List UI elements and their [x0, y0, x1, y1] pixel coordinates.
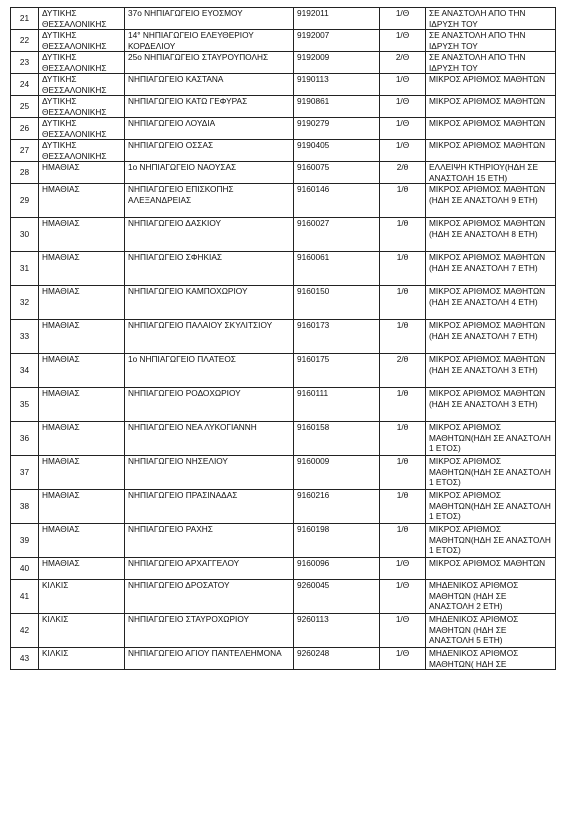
school-type-cell: 1/θ [380, 218, 426, 252]
reason-cell: ΜΙΚΡΟΣ ΑΡΙΘΜΟΣ ΜΑΘΗΤΩΝ (ΗΔΗ ΣΕ ΑΝΑΣΤΟΛΗ 8 ΕΤΗ) [426, 218, 556, 252]
school-type-cell: 1/Θ [380, 74, 426, 96]
school-type-cell: 1/Θ [380, 580, 426, 614]
school-type-cell: 1/Θ [380, 30, 426, 52]
row-number: 42 [11, 614, 39, 648]
school-name-cell: ΝΗΠΙΑΓΩΓΕΙΟ ΑΓΙΟΥ ΠΑΝΤΕΛΕΗΜΟΝΑ [125, 648, 294, 670]
table-row [11, 558, 556, 580]
school-name-cell: 1ο ΝΗΠΙΑΓΩΓΕΙΟ ΝΑΟΥΣΑΣ [125, 162, 294, 184]
school-code-cell: 9160009 [294, 456, 380, 490]
school-type-cell: 1/Θ [380, 118, 426, 140]
reason-cell: ΜΙΚΡΟΣ ΑΡΙΘΜΟΣ ΜΑΘΗΤΩΝ (ΗΔΗ ΣΕ ΑΝΑΣΤΟΛΗ 3 ΕΤΗ) [426, 354, 556, 388]
school-name-cell: ΝΗΠΙΑΓΩΓΕΙΟ ΠΑΛΑΙΟΥ ΣΚΥΛΙΤΣΙΟΥ [125, 320, 294, 354]
school-type-cell: 1/θ [380, 524, 426, 558]
school-name-cell: ΝΗΠΙΑΓΩΓΕΙΟ ΣΤΑΥΡΟΧΩΡΙΟΥ [125, 614, 294, 648]
row-number: 22 [11, 30, 39, 52]
school-type-cell: 1/θ [380, 286, 426, 320]
school-type-cell: 1/Θ [380, 8, 426, 30]
region-cell: ΚΙΛΚΙΣ [39, 648, 125, 670]
row-number: 21 [11, 8, 39, 30]
school-name-cell: ΝΗΠΙΑΓΩΓΕΙΟ ΕΠΙΣΚΟΠΗΣ ΑΛΕΞΑΝΔΡΕΙΑΣ [125, 184, 294, 218]
school-name-cell: 1ο ΝΗΠΙΑΓΩΓΕΙΟ ΠΛΑΤΕΟΣ [125, 354, 294, 388]
reason-cell: ΣΕ ΑΝΑΣΤΟΛΗ ΑΠΟ ΤΗΝ ΙΔΡΥΣΗ ΤΟΥ [426, 30, 556, 52]
table-row [11, 52, 556, 74]
table-row [11, 8, 556, 30]
school-name-cell: ΝΗΠΙΑΓΩΓΕΙΟ ΠΡΑΣΙΝΑΔΑΣ [125, 490, 294, 524]
row-number: 41 [11, 580, 39, 614]
row-number: 33 [11, 320, 39, 354]
region-cell: ΔΥΤΙΚΗΣ ΘΕΣΣΑΛΟΝΙΚΗΣ [39, 52, 125, 74]
row-number: 28 [11, 162, 39, 184]
table-row [11, 252, 556, 286]
school-name-cell: ΝΗΠΙΑΓΩΓΕΙΟ ΣΦΗΚΙΑΣ [125, 252, 294, 286]
school-code-cell: 9160096 [294, 558, 380, 580]
row-number: 43 [11, 648, 39, 670]
school-code-cell: 9160158 [294, 422, 380, 456]
school-name-cell: ΝΗΠΙΑΓΩΓΕΙΟ ΔΑΣΚΙΟΥ [125, 218, 294, 252]
reason-cell: ΕΛΛΕΙΨΗ ΚΤΗΡΙΟΥ(ΗΔΗ ΣΕ ΑΝΑΣΤΟΛΗ 15 ΕΤΗ) [426, 162, 556, 184]
table-row [11, 524, 556, 558]
school-name-cell: 14° ΝΗΠΙΑΓΩΓΕΙΟ ΕΛΕΥΘΕΡΙΟΥ ΚΟΡΔΕΛΙΟΥ [125, 30, 294, 52]
school-code-cell: 9192011 [294, 8, 380, 30]
school-name-cell: ΝΗΠΙΑΓΩΓΕΙΟ ΛΟΥΔΙΑ [125, 118, 294, 140]
reason-cell: ΜΙΚΡΟΣ ΑΡΙΘΜΟΣ ΜΑΘΗΤΩΝ [426, 140, 556, 162]
row-number: 39 [11, 524, 39, 558]
school-code-cell: 9190405 [294, 140, 380, 162]
region-cell: ΗΜΑΘΙΑΣ [39, 388, 125, 422]
reason-cell: ΜΙΚΡΟΣ ΑΡΙΘΜΟΣ ΜΑΘΗΤΩΝ (ΗΔΗ ΣΕ ΑΝΑΣΤΟΛΗ 7 ΕΤΗ) [426, 252, 556, 286]
region-cell: ΗΜΑΘΙΑΣ [39, 184, 125, 218]
row-number: 37 [11, 456, 39, 490]
reason-cell: ΜΗΔΕΝΙΚΟΣ ΑΡΙΘΜΟΣ ΜΑΘΗΤΩΝ (ΗΔΗ ΣΕ ΑΝΑΣΤΟΛΗ 2 ΕΤΗ) [426, 580, 556, 614]
school-type-cell: 1/θ [380, 184, 426, 218]
school-code-cell: 9260248 [294, 648, 380, 670]
school-type-cell: 1/Θ [380, 648, 426, 670]
region-cell: ΗΜΑΘΙΑΣ [39, 320, 125, 354]
reason-cell: ΜΙΚΡΟΣ ΑΡΙΘΜΟΣ ΜΑΘΗΤΩΝ (ΗΔΗ ΣΕ ΑΝΑΣΤΟΛΗ 9 ΕΤΗ) [426, 184, 556, 218]
row-number: 32 [11, 286, 39, 320]
reason-cell: ΣΕ ΑΝΑΣΤΟΛΗ ΑΠΟ ΤΗΝ ΙΔΡΥΣΗ ΤΟΥ [426, 8, 556, 30]
table-row [11, 162, 556, 184]
region-cell: ΔΥΤΙΚΗΣ ΘΕΣΣΑΛΟΝΙΚΗΣ [39, 74, 125, 96]
school-code-cell: 9160061 [294, 252, 380, 286]
school-code-cell: 9192009 [294, 52, 380, 74]
row-number: 25 [11, 96, 39, 118]
reason-cell: ΜΙΚΡΟΣ ΑΡΙΘΜΟΣ ΜΑΘΗΤΩΝ [426, 118, 556, 140]
school-name-cell: ΝΗΠΙΑΓΩΓΕΙΟ ΚΑΜΠΟΧΩΡΙΟΥ [125, 286, 294, 320]
school-type-cell: 1/Θ [380, 614, 426, 648]
row-number: 31 [11, 252, 39, 286]
region-cell: ΗΜΑΘΙΑΣ [39, 422, 125, 456]
table-row [11, 184, 556, 218]
school-code-cell: 9192007 [294, 30, 380, 52]
school-name-cell: ΝΗΠΙΑΓΩΓΕΙΟ ΚΑΣΤΑΝΑ [125, 74, 294, 96]
school-type-cell: 1/θ [380, 456, 426, 490]
reason-cell: ΜΙΚΡΟΣ ΑΡΙΘΜΟΣ ΜΑΘΗΤΩΝ [426, 74, 556, 96]
table-row [11, 648, 556, 670]
reason-cell: ΜΙΚΡΟΣ ΑΡΙΘΜΟΣ ΜΑΘΗΤΩΝ (ΗΔΗ ΣΕ ΑΝΑΣΤΟΛΗ 7 ΕΤΗ) [426, 320, 556, 354]
table-row [11, 614, 556, 648]
table-row [11, 74, 556, 96]
school-code-cell: 9160198 [294, 524, 380, 558]
table-row [11, 354, 556, 388]
region-cell: ΗΜΑΘΙΑΣ [39, 524, 125, 558]
reason-cell: ΜΙΚΡΟΣ ΑΡΙΘΜΟΣ ΜΑΘΗΤΩΝ (ΗΔΗ ΣΕ ΑΝΑΣΤΟΛΗ 3 ΕΤΗ) [426, 388, 556, 422]
school-type-cell: 1/Θ [380, 140, 426, 162]
row-number: 40 [11, 558, 39, 580]
school-name-cell: ΝΗΠΙΑΓΩΓΕΙΟ ΚΑΤΩ ΓΕΦΥΡΑΣ [125, 96, 294, 118]
reason-cell: ΣΕ ΑΝΑΣΤΟΛΗ ΑΠΟ ΤΗΝ ΙΔΡΥΣΗ ΤΟΥ [426, 52, 556, 74]
table-row [11, 320, 556, 354]
school-type-cell: 2/θ [380, 162, 426, 184]
row-number: 24 [11, 74, 39, 96]
region-cell: ΚΙΛΚΙΣ [39, 580, 125, 614]
table-row [11, 490, 556, 524]
region-cell: ΔΥΤΙΚΗΣ ΘΕΣΣΑΛΟΝΙΚΗΣ [39, 140, 125, 162]
reason-cell: ΜΗΔΕΝΙΚΟΣ ΑΡΙΘΜΟΣ ΜΑΘΗΤΩΝ (ΗΔΗ ΣΕ ΑΝΑΣΤΟΛΗ 5 ΕΤΗ) [426, 614, 556, 648]
table-row [11, 218, 556, 252]
reason-cell: ΜΗΔΕΝΙΚΟΣ ΑΡΙΘΜΟΣ ΜΑΘΗΤΩΝ( ΗΔΗ ΣΕ [426, 648, 556, 670]
reason-cell: ΜΙΚΡΟΣ ΑΡΙΘΜΟΣ ΜΑΘΗΤΩΝ [426, 558, 556, 580]
school-type-cell: 1/Θ [380, 558, 426, 580]
school-type-cell: 1/θ [380, 252, 426, 286]
table-row [11, 388, 556, 422]
table-row [11, 96, 556, 118]
school-type-cell: 2/θ [380, 354, 426, 388]
region-cell: ΗΜΑΘΙΑΣ [39, 162, 125, 184]
reason-cell: ΜΙΚΡΟΣ ΑΡΙΘΜΟΣ ΜΑΘΗΤΩΝ(ΗΔΗ ΣΕ ΑΝΑΣΤΟΛΗ 1 ΕΤΟΣ) [426, 524, 556, 558]
row-number: 30 [11, 218, 39, 252]
row-number: 23 [11, 52, 39, 74]
region-cell: ΗΜΑΘΙΑΣ [39, 490, 125, 524]
reason-cell: ΜΙΚΡΟΣ ΑΡΙΘΜΟΣ ΜΑΘΗΤΩΝ(ΗΔΗ ΣΕ ΑΝΑΣΤΟΛΗ 1 ΕΤΟΣ) [426, 456, 556, 490]
school-name-cell: ΝΗΠΙΑΓΩΓΕΙΟ ΔΡΟΣΑΤΟΥ [125, 580, 294, 614]
region-cell: ΗΜΑΘΙΑΣ [39, 456, 125, 490]
school-name-cell: ΝΗΠΙΑΓΩΓΕΙΟ ΑΡΧΑΓΓΕΛΟΥ [125, 558, 294, 580]
region-cell: ΔΥΤΙΚΗΣ ΘΕΣΣΑΛΟΝΙΚΗΣ [39, 118, 125, 140]
school-code-cell: 9160111 [294, 388, 380, 422]
school-name-cell: 37ο ΝΗΠΙΑΓΩΓΕΙΟ ΕΥΟΣΜΟΥ [125, 8, 294, 30]
school-code-cell: 9160175 [294, 354, 380, 388]
region-cell: ΗΜΑΘΙΑΣ [39, 252, 125, 286]
row-number: 34 [11, 354, 39, 388]
school-code-cell: 9190861 [294, 96, 380, 118]
school-name-cell: ΝΗΠΙΑΓΩΓΕΙΟ ΝΕΑ ΛΥΚΟΓΙΑΝΝΗ [125, 422, 294, 456]
row-number: 27 [11, 140, 39, 162]
reason-cell: ΜΙΚΡΟΣ ΑΡΙΘΜΟΣ ΜΑΘΗΤΩΝ [426, 96, 556, 118]
table-row [11, 422, 556, 456]
reason-cell: ΜΙΚΡΟΣ ΑΡΙΘΜΟΣ ΜΑΘΗΤΩΝ (ΗΔΗ ΣΕ ΑΝΑΣΤΟΛΗ 4 ΕΤΗ) [426, 286, 556, 320]
row-number: 26 [11, 118, 39, 140]
school-code-cell: 9160075 [294, 162, 380, 184]
school-code-cell: 9160150 [294, 286, 380, 320]
region-cell: ΚΙΛΚΙΣ [39, 614, 125, 648]
school-code-cell: 9260045 [294, 580, 380, 614]
table-row [11, 30, 556, 52]
school-code-cell: 9160173 [294, 320, 380, 354]
school-name-cell: ΝΗΠΙΑΓΩΓΕΙΟ ΟΣΣΑΣ [125, 140, 294, 162]
region-cell: ΗΜΑΘΙΑΣ [39, 218, 125, 252]
school-code-cell: 9190113 [294, 74, 380, 96]
region-cell: ΔΥΤΙΚΗΣ ΘΕΣΣΑΛΟΝΙΚΗΣ [39, 8, 125, 30]
school-type-cell: 1/θ [380, 388, 426, 422]
school-type-cell: 1/θ [380, 422, 426, 456]
table-row [11, 286, 556, 320]
row-number: 36 [11, 422, 39, 456]
table-row [11, 580, 556, 614]
school-name-cell: 25ο ΝΗΠΙΑΓΩΓΕΙΟ ΣΤΑΥΡΟΥΠΟΛΗΣ [125, 52, 294, 74]
region-cell: ΗΜΑΘΙΑΣ [39, 286, 125, 320]
schools-table [10, 7, 556, 670]
school-code-cell: 9160146 [294, 184, 380, 218]
school-name-cell: ΝΗΠΙΑΓΩΓΕΙΟ ΡΟΔΟΧΩΡΙΟΥ [125, 388, 294, 422]
table-row [11, 118, 556, 140]
region-cell: ΗΜΑΘΙΑΣ [39, 354, 125, 388]
school-code-cell: 9190279 [294, 118, 380, 140]
region-cell: ΗΜΑΘΙΑΣ [39, 558, 125, 580]
school-type-cell: 2/Θ [380, 52, 426, 74]
school-type-cell: 1/Θ [380, 96, 426, 118]
school-code-cell: 9260113 [294, 614, 380, 648]
table-row [11, 140, 556, 162]
region-cell: ΔΥΤΙΚΗΣ ΘΕΣΣΑΛΟΝΙΚΗΣ [39, 30, 125, 52]
reason-cell: ΜΙΚΡΟΣ ΑΡΙΘΜΟΣ ΜΑΘΗΤΩΝ(ΗΔΗ ΣΕ ΑΝΑΣΤΟΛΗ 1 ΕΤΟΣ) [426, 490, 556, 524]
school-type-cell: 1/θ [380, 490, 426, 524]
school-code-cell: 9160027 [294, 218, 380, 252]
region-cell: ΔΥΤΙΚΗΣ ΘΕΣΣΑΛΟΝΙΚΗΣ [39, 96, 125, 118]
school-name-cell: ΝΗΠΙΑΓΩΓΕΙΟ ΡΑΧΗΣ [125, 524, 294, 558]
table-row [11, 456, 556, 490]
row-number: 29 [11, 184, 39, 218]
row-number: 38 [11, 490, 39, 524]
school-type-cell: 1/θ [380, 320, 426, 354]
school-code-cell: 9160216 [294, 490, 380, 524]
reason-cell: ΜΙΚΡΟΣ ΑΡΙΘΜΟΣ ΜΑΘΗΤΩΝ(ΗΔΗ ΣΕ ΑΝΑΣΤΟΛΗ 1 ΕΤΟΣ) [426, 422, 556, 456]
school-name-cell: ΝΗΠΙΑΓΩΓΕΙΟ ΝΗΣΕΛΙΟΥ [125, 456, 294, 490]
row-number: 35 [11, 388, 39, 422]
